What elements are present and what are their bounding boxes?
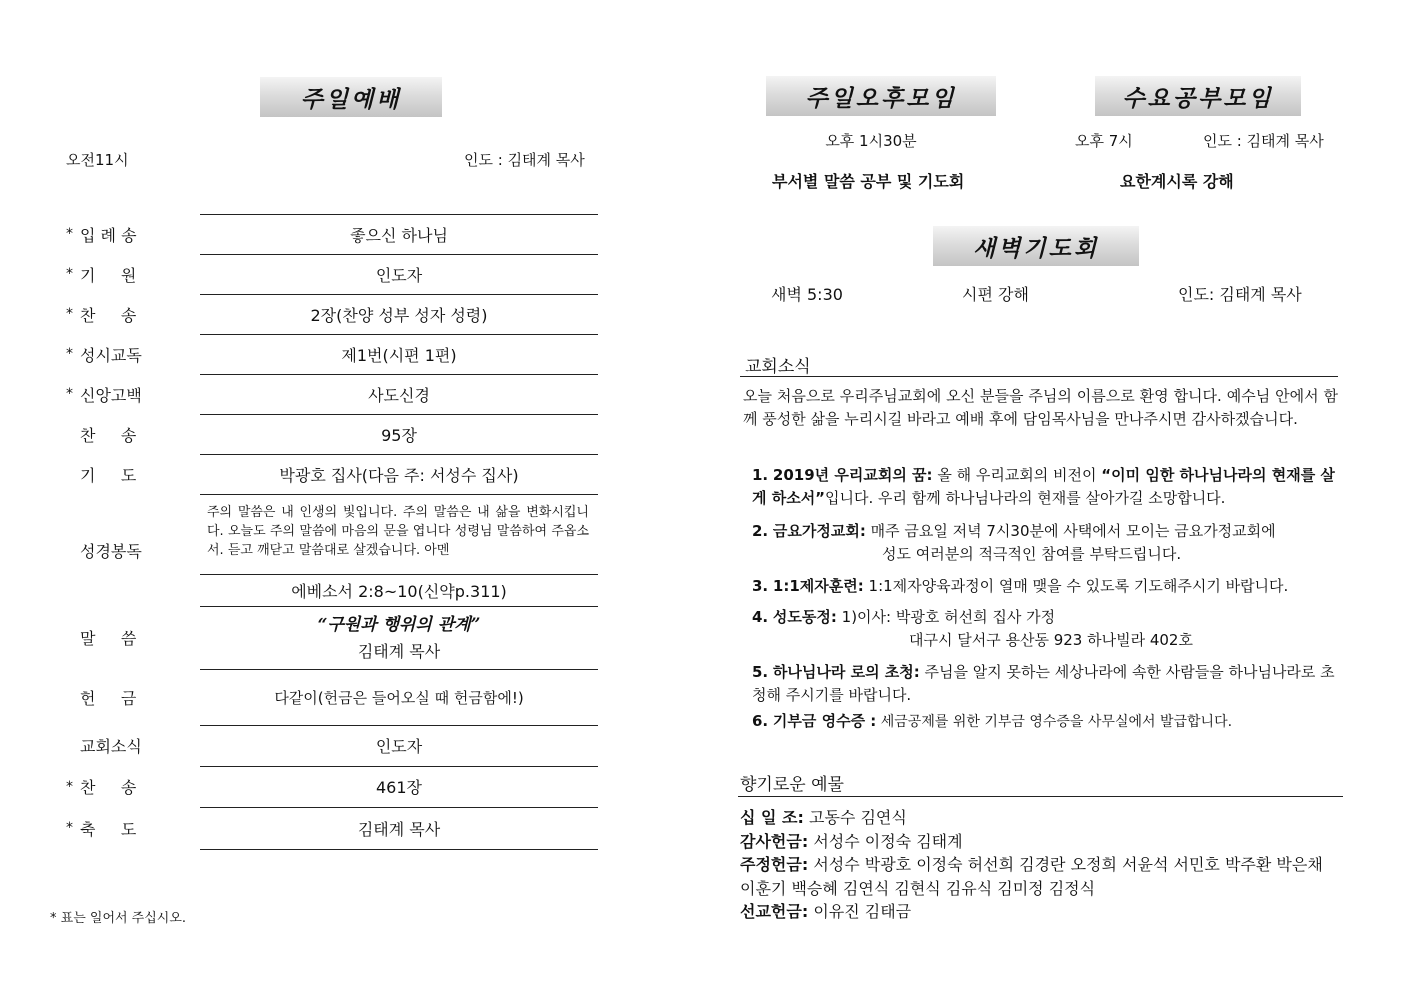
dawn-time: 새벽 5:30 <box>771 285 843 304</box>
scripture-prayer-text: 주의 말씀은 내 인생의 빛입니다. 주의 말씀은 내 삶을 변화시킵니다. 오늘도 주의 말씀에 마음의 문을 엽니다 성령님 말씀하여 주옵소서. 듣고 깨닫고 말씀대로 살겠습니다. 아멘 <box>207 505 589 558</box>
order-label: * 축 도 <box>66 819 137 839</box>
sermon-title: “구원과 행위의 관계” <box>317 615 481 635</box>
worship-leader: 인도 : 김태계 목사 <box>464 151 585 169</box>
offering-row: 주정헌금: 서성수 박광호 이정숙 허선희 김경란 오정희 서윤석 서민호 박주환 박은채 이훈기 백승혜 김연식 김현식 김유식 김미정 김정식 <box>740 855 1323 898</box>
wednesday-time: 오후 7시 <box>1075 132 1133 150</box>
order-value: 사도신경 <box>368 385 430 405</box>
order-value: 박광호 집사(다음 주: 서성수 집사) <box>279 465 519 485</box>
order-label: 성경봉독 <box>80 541 142 561</box>
afternoon-time: 오후 1시30분 <box>825 132 917 150</box>
order-value: 95장 <box>381 425 417 445</box>
order-label: * 찬 송 <box>66 305 137 325</box>
news-item-1: 1. 2019년 우리교회의 꿈: 올 해 우리교회의 비전이 “이미 임한 하나님나라의 현재를 살게 하소서”입니다. 우리 함께 하나님나라의 현재를 살아가길 소망합니다. <box>752 466 1335 507</box>
order-label: 말 씀 <box>80 629 137 648</box>
order-rule <box>200 849 598 850</box>
news-intro: 오늘 처음으로 우리주님교회에 오신 분들을 주님의 이름으로 환영 합니다. 예수님 안에서 함께 풍성한 삶을 누리시길 바라고 예배 후에 담임목사님을 만나주시면 감사하겠습니다. <box>743 387 1338 428</box>
order-rule <box>200 494 598 495</box>
news-item-3: 3. 1:1제자훈련: 1:1제자양육과정이 열매 맺을 수 있도록 기도해주시기 바랍니다. <box>752 577 1289 595</box>
order-value: 인도자 <box>375 737 423 756</box>
scripture-reference: 에베소서 2:8~10(신약p.311) <box>291 581 507 601</box>
order-value: 좋으신 하나님 <box>350 225 448 245</box>
news-heading: 교회소식 <box>745 357 811 377</box>
afternoon-desc: 부서별 말씀 공부 및 기도회 <box>772 172 965 191</box>
offering-rule <box>738 796 1343 797</box>
order-label: * 신앙고백 <box>66 385 142 405</box>
offering-row: 십 일 조: 고동수 김연식 <box>740 808 907 827</box>
offering-row: 선교헌금: 이유진 김태금 <box>740 902 912 921</box>
wednesday-desc: 요한계시록 강해 <box>1120 172 1234 191</box>
afternoon-meeting-banner: 주일오후모임 <box>766 76 996 116</box>
dawn-desc: 시편 강해 <box>962 285 1029 304</box>
order-label: * 입 례 송 <box>66 225 137 245</box>
standing-footnote: * 표는 일어서 주십시오. <box>50 911 187 926</box>
order-value: 김태계 목사 <box>357 819 441 839</box>
news-item-4: 4. 성도동정: 1)이사: 박광호 허선희 집사 가정 대구시 달서구 용산동 923 하나빌라 402호 <box>752 608 1193 649</box>
order-value: 인도자 <box>375 265 423 285</box>
order-label: 교회소식 <box>80 737 142 756</box>
dawn-leader: 인도: 김태계 목사 <box>1178 285 1302 304</box>
news-item-6: 6. 기부금 영수증 : 세금공제를 위한 기부금 영수증을 사무실에서 발급합니다. <box>752 712 1233 730</box>
order-value: 제1번(시편 1편) <box>341 345 457 365</box>
order-label: * 찬 송 <box>66 778 137 797</box>
news-item-2: 2. 금요가정교회: 매주 금요일 저녁 7시30분에 사택에서 모이는 금요가정교회에 성도 여러분의 적극적인 참여를 부탁드립니다. <box>752 522 1276 563</box>
order-value: 461장 <box>376 778 422 797</box>
order-label: * 기 원 <box>66 265 137 285</box>
sermon-preacher: 김태계 목사 <box>357 642 441 661</box>
order-label: * 성시교독 <box>66 345 142 365</box>
order-value: 다같이(헌금은 들어오실 때 헌금함에!) <box>274 688 524 707</box>
offering-list <box>740 806 1340 924</box>
dawn-prayer-banner: 새벽기도회 <box>933 226 1139 266</box>
order-rule <box>200 606 598 607</box>
news-rule <box>740 376 1338 377</box>
wednesday-leader: 인도 : 김태계 목사 <box>1203 132 1324 150</box>
offering-row: 감사헌금: 서성수 이정숙 김태계 <box>740 831 963 851</box>
order-label: 찬 송 <box>80 425 137 445</box>
wednesday-study-banner: 수요공부모임 <box>1095 76 1301 116</box>
order-label: 기 도 <box>80 465 137 485</box>
offering-heading: 향기로운 예물 <box>740 775 844 795</box>
order-label: 헌 금 <box>80 688 137 708</box>
worship-time: 오전11시 <box>66 151 129 169</box>
sunday-worship-banner: 주일예배 <box>260 77 442 117</box>
order-value: 2장(찬양 성부 성자 성령) <box>310 305 488 325</box>
news-item-5: 5. 하나님나라 로의 초청: 주님을 알지 못하는 세상나라에 속한 사람들을 하나님나라로 초청해 주시기를 바랍니다. <box>752 663 1335 704</box>
